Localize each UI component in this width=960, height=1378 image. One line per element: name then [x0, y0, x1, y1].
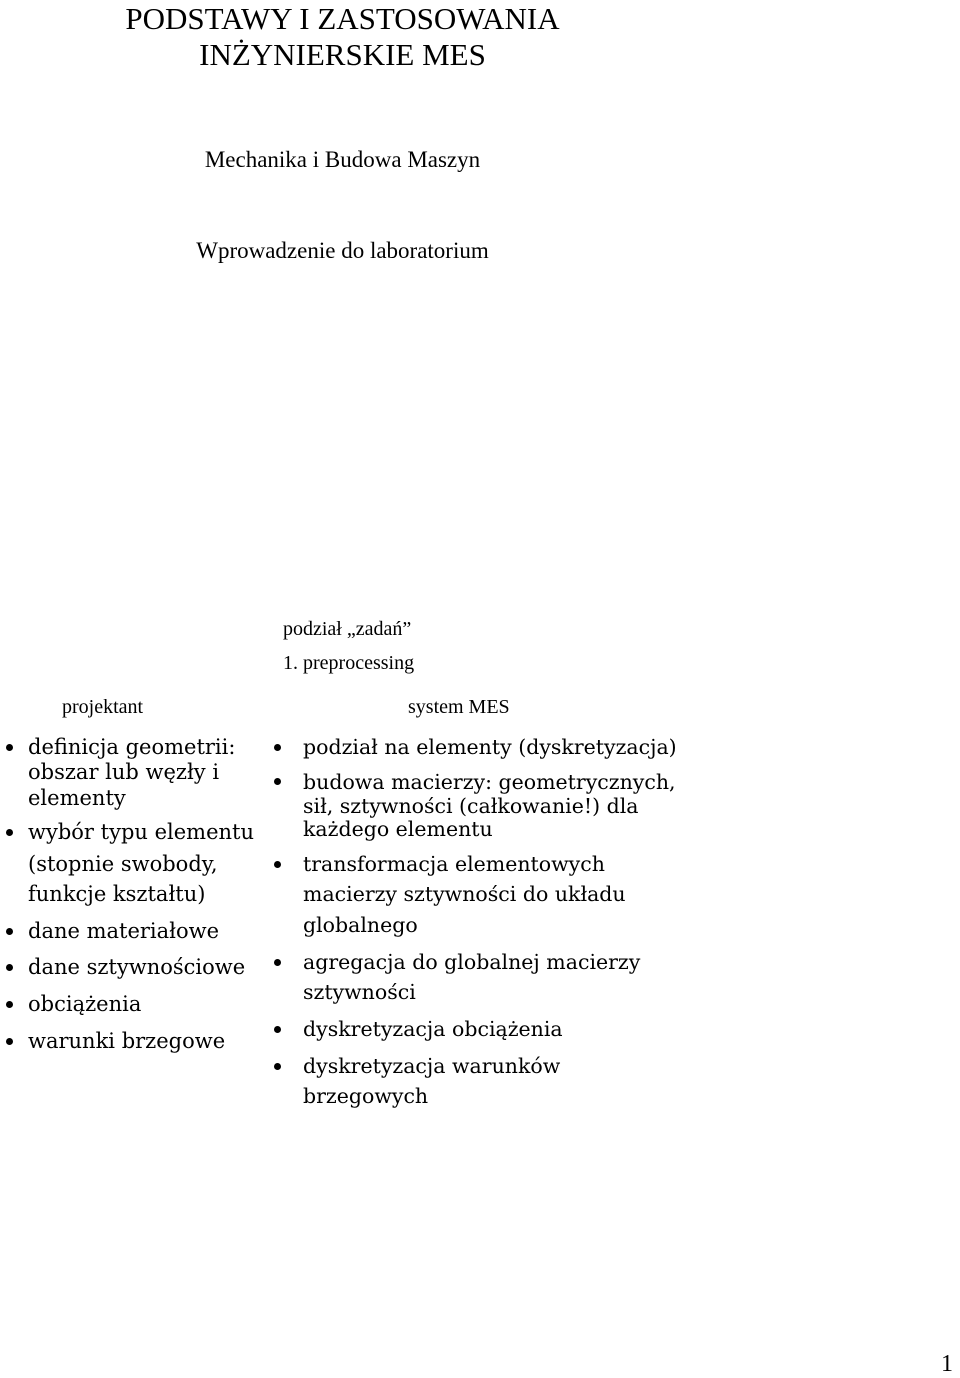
list-item-continuation: każdego elementu	[303, 817, 493, 841]
section-heading: podział „zadań”	[283, 618, 412, 640]
list-item: budowa macierzy: geometrycznych,	[303, 770, 676, 794]
right-column-list	[274, 735, 694, 1115]
list-item-continuation: obszar lub węzły i	[28, 760, 220, 784]
list-item: dyskretyzacja obciążenia	[303, 1017, 563, 1041]
list-item-continuation: funkcje kształtu)	[28, 882, 206, 906]
section-step: 1. preprocessing	[283, 652, 415, 674]
bullet-icon	[6, 964, 13, 971]
list-item: dane materiałowe	[28, 919, 220, 943]
left-column-heading: projektant	[62, 696, 144, 718]
title-line-1: PODSTAWY I ZASTOSOWANIA	[125, 1, 560, 36]
list-item: warunki brzegowe	[28, 1029, 226, 1053]
bullet-icon	[274, 778, 281, 785]
left-column-list	[0, 735, 260, 1065]
list-item: transformacja elementowych	[303, 852, 605, 876]
list-item-continuation: macierzy sztywności do układu	[303, 882, 626, 906]
list-item: dyskretyzacja warunków	[303, 1054, 561, 1078]
bullet-icon	[274, 1026, 281, 1033]
bullet-icon	[274, 861, 281, 868]
list-item: dane sztywnościowe	[28, 955, 246, 979]
list-item: agregacja do globalnej macierzy	[303, 950, 641, 974]
list-item-continuation: sztywności	[303, 980, 416, 1004]
bullet-icon	[274, 959, 281, 966]
list-item: definicja geometrii:	[28, 735, 236, 759]
list-item-continuation: sił, sztywności (całkowanie!) dla	[303, 794, 639, 818]
list-item: wybór typu elementu	[28, 820, 254, 844]
bullet-icon	[6, 1038, 13, 1045]
list-item: obciążenia	[28, 992, 142, 1016]
bullet-icon	[6, 829, 13, 836]
page-number: 1	[941, 1351, 953, 1377]
title-line-2: INŻYNIERSKIE MES	[199, 37, 486, 72]
list-item-continuation: elementy	[28, 786, 126, 810]
subtitle: Mechanika i Budowa Maszyn	[204, 147, 481, 172]
bullet-icon	[274, 1063, 281, 1070]
list-item: podział na elementy (dyskretyzacja)	[303, 735, 677, 759]
list-item-continuation: (stopnie swobody,	[28, 852, 218, 876]
right-column-heading: system MES	[408, 696, 510, 718]
bullet-icon	[6, 1001, 13, 1008]
intro-text: Wprowadzenie do laboratorium	[196, 238, 489, 263]
bullet-icon	[6, 744, 13, 751]
bullet-icon	[274, 744, 281, 751]
list-item-continuation: globalnego	[303, 913, 418, 937]
list-item-continuation: brzegowych	[303, 1084, 429, 1108]
bullet-icon	[6, 928, 13, 935]
